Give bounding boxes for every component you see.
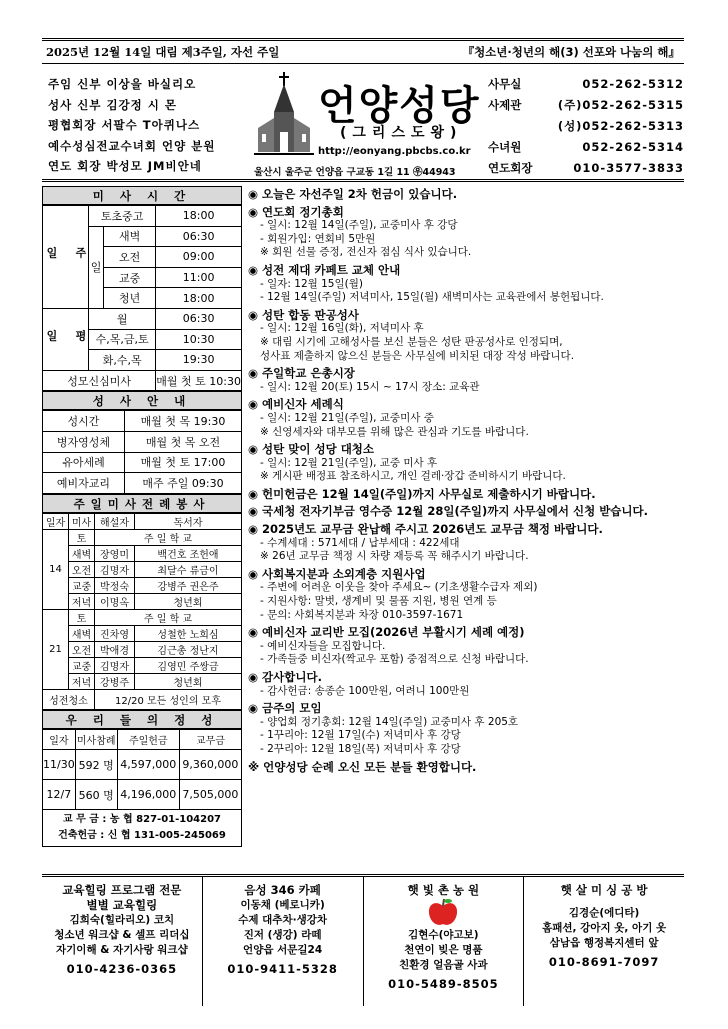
contact-phone: (주)052-262-5315 bbox=[557, 98, 684, 112]
notice-line: - 회원가입: 연회비 5만원 bbox=[260, 232, 376, 245]
server-school: 주 일 학 교 bbox=[95, 609, 242, 625]
spacer bbox=[524, 898, 684, 906]
sacrament-name: 예비자교리 bbox=[43, 473, 125, 494]
sacrament-name: 유아세례 bbox=[43, 452, 125, 473]
col-header: 미사 bbox=[69, 513, 95, 529]
notice-line: - 가족들중 비신자(짝교우 포함) 중점적으로 신청 바랍니다. bbox=[260, 653, 529, 666]
server-comm: 박애경 bbox=[95, 641, 135, 657]
ad-line: 김경순(에디타) bbox=[568, 907, 640, 919]
ad-footer bbox=[42, 874, 684, 1006]
col-header: 일자 bbox=[43, 729, 76, 750]
sunday-char-2: 일 bbox=[45, 247, 58, 267]
contact-row bbox=[488, 137, 684, 158]
server-mass: 토 bbox=[69, 529, 95, 545]
notice-title: ◉ 성탄 합동 판공성사 bbox=[248, 307, 359, 322]
notice-line: ※ 대림 시기에 고해성사를 보신 분들은 성탄 판공성사로 인정되며, bbox=[260, 335, 563, 348]
left-column bbox=[42, 186, 242, 847]
servers-table bbox=[42, 513, 242, 710]
mass-time: 06:30 bbox=[156, 308, 242, 329]
notice-line: ※ 신영세자와 대부모를 위해 많은 관심과 기도를 바랍니다. bbox=[260, 425, 529, 438]
ad-line: 별별 교육힐링 bbox=[86, 898, 158, 912]
ad-line: 진저 (생강) 라떼 bbox=[243, 929, 322, 941]
notice-item bbox=[248, 443, 684, 484]
ad-line: 청소년 워크샵 & 셀프 리더십 bbox=[54, 929, 190, 941]
notice-line: ※ 게시판 배정표 참조하시고, 개인 걸레·장갑 준비하시기 바랍니다. bbox=[260, 470, 566, 483]
ad-line: 언양읍 서문길24 bbox=[243, 944, 323, 956]
notice-item bbox=[248, 398, 684, 439]
ad-sewing bbox=[524, 877, 684, 1006]
notice-title: ◉ 금주의 모임 bbox=[248, 701, 322, 716]
server-readers: 성철한 노희심 bbox=[135, 625, 242, 641]
server-mass: 토 bbox=[69, 609, 95, 625]
mass-day: 청년 bbox=[104, 288, 156, 309]
contact-row bbox=[488, 158, 684, 179]
notice-line: - 양업회 정기총회: 12월 14일(주일) 교중미사 후 205호 bbox=[260, 715, 519, 728]
sacrament-title: 성 사 안 내 bbox=[42, 391, 242, 410]
mass-time: 18:00 bbox=[156, 288, 242, 309]
apple-icon bbox=[426, 898, 460, 928]
contact-label bbox=[488, 116, 542, 137]
mass-day: 화,수,목 bbox=[89, 350, 156, 371]
mass-time: 06:30 bbox=[156, 226, 242, 247]
offering-title: 우 리 들 의 정 성 bbox=[42, 710, 242, 729]
notice-title: ◉ 예비신자 교리반 모집(2026년 부활시기 세례 예정) bbox=[248, 625, 525, 640]
bank-accounts bbox=[42, 810, 242, 847]
servers-title: 주일미사전례봉사 bbox=[42, 494, 242, 513]
mass-time: 10:30 bbox=[156, 329, 242, 350]
server-comm: 김명자 bbox=[95, 657, 135, 673]
col-header: 일자 bbox=[43, 513, 69, 529]
server-comm: 진차영 bbox=[95, 625, 135, 641]
ad-line: 김현수(야고보) bbox=[408, 929, 479, 941]
sacrament-time: 매월 첫 목 오전 bbox=[125, 431, 242, 452]
col-header: 해설자 bbox=[95, 513, 135, 529]
sunday-char-1: 주 bbox=[74, 247, 87, 267]
server-date: 14 bbox=[43, 529, 69, 609]
bank-dues: 교 무 금 : 농 협 827-01-104207 bbox=[62, 814, 222, 826]
ad-phone: 010-4236-0365 bbox=[66, 962, 178, 976]
mass-time: 11:00 bbox=[156, 267, 242, 288]
ad-line: 햇 빛 촌 농 원 bbox=[407, 883, 480, 897]
ad-phone: 010-5489-8505 bbox=[388, 977, 499, 991]
mass-time: 09:00 bbox=[156, 247, 242, 268]
contact-row bbox=[488, 116, 684, 137]
col-header: 주일헌금 bbox=[117, 729, 179, 750]
contact-label: 연도회장 bbox=[488, 161, 533, 175]
notice-item bbox=[248, 264, 684, 305]
sunday-label bbox=[43, 206, 89, 309]
notice-line: - 12월 14일(주일) 저녁미사, 15일(월) 새벽미사는 교육관에서 봉헌됩니다. bbox=[260, 291, 604, 304]
weekday-char-1: 평 bbox=[74, 329, 87, 349]
bulletin-page bbox=[42, 38, 684, 1006]
ad-phone: 010-9411-5328 bbox=[227, 962, 338, 976]
notice-title: ◉ 헌미헌금은 12월 14일(주일)까지 사무실로 제출하시기 바랍니다. bbox=[248, 486, 596, 501]
mass-times-title: 미 사 시 간 bbox=[42, 186, 242, 205]
date-liturgy: 2025년 12월 14일 대림 제3주일, 자선 주일 bbox=[46, 45, 280, 59]
staff-assistant: 성사 신부 김강정 시 몬 bbox=[48, 97, 177, 112]
notice-line: ※ 회원 선물 증정, 전신자 점심 식사 있습니다. bbox=[260, 246, 472, 259]
staff-yeondo: 연도 회장 박성모 JM비안네 bbox=[48, 159, 202, 173]
church-logo bbox=[254, 72, 514, 180]
server-school: 주 일 학 교 bbox=[95, 529, 242, 545]
notice-line: - 일시: 12월 14일(주일), 교중미사 후 강당 bbox=[260, 219, 458, 232]
contact-label: 사제관 bbox=[488, 98, 522, 112]
mass-day: 오전 bbox=[104, 247, 156, 268]
notice-title: ◉ 성탄 맞이 성당 대청소 bbox=[248, 442, 375, 457]
notice-line: - 일시: 12월 21일(주일), 교중 미사 후 bbox=[260, 456, 438, 469]
server-mass: 교중 bbox=[69, 657, 95, 673]
notice-title: ※ 언양성당 순례 오신 모든 분들 환영합니다. bbox=[248, 759, 477, 774]
notice-item bbox=[248, 671, 684, 698]
col-header: 독서자 bbox=[135, 513, 242, 529]
server-readers: 청년회 bbox=[135, 673, 242, 689]
contact-row bbox=[488, 74, 684, 95]
notice-title: ◉ 주일학교 은총시장 bbox=[248, 366, 355, 381]
sacrament-name: 성시간 bbox=[43, 411, 125, 432]
ad-line: 천연이 빚은 명품 bbox=[404, 944, 483, 956]
mass-times-table bbox=[42, 205, 242, 391]
server-mass: 새벽 bbox=[69, 545, 95, 561]
server-mass: 오전 bbox=[69, 641, 95, 657]
contact-label: 사무실 bbox=[488, 77, 522, 91]
notice-line: - 2꾸리아: 12월 18일(목) 저녁미사 후 강당 bbox=[260, 742, 461, 755]
notice-item bbox=[248, 626, 684, 667]
offering-attend: 560 명 bbox=[75, 780, 117, 810]
contact-phone: 010-3577-3833 bbox=[573, 161, 684, 175]
notice-line: - 일시: 12월 21일(주일), 교중미사 중 bbox=[260, 411, 434, 424]
offering-attend: 592 명 bbox=[75, 750, 117, 780]
ad-farm bbox=[364, 877, 525, 1006]
server-readers: 강병주 권은주 bbox=[135, 577, 242, 593]
staff-list bbox=[48, 74, 248, 177]
notice-item bbox=[248, 309, 684, 363]
ad-line: 김희숙(힐라리오) 코치 bbox=[69, 914, 175, 926]
mass-day: 성모신심미사 bbox=[43, 370, 156, 391]
mass-time: 매월 첫 토 10:30 bbox=[156, 370, 242, 391]
offering-date: 12/7 bbox=[43, 780, 76, 810]
notices-column bbox=[248, 188, 684, 778]
notice-item bbox=[248, 206, 684, 260]
server-mass: 교중 bbox=[69, 577, 95, 593]
server-comm: 박정숙 bbox=[95, 577, 135, 593]
notice-title: ◉ 사회복지분과 소외계층 지원사업 bbox=[248, 566, 426, 581]
notice-title: ◉ 성전 제대 카페트 교체 안내 bbox=[248, 262, 401, 277]
offering-sunday: 4,597,000 bbox=[117, 750, 179, 780]
server-mass: 저녁 bbox=[69, 593, 95, 609]
notice-line: - 문의: 사회복지분과 차장 010-3597-1671 bbox=[260, 608, 464, 621]
server-readers: 최달수 류금이 bbox=[135, 561, 242, 577]
staff-sisters: 예수성심전교수녀회 언양 분원 bbox=[48, 138, 216, 153]
server-mass: 오전 bbox=[69, 561, 95, 577]
staff-council: 평협회장 서팔수 T아퀴나스 bbox=[48, 118, 201, 132]
year-theme: 『청소년·청년의 해(3) 선포와 나눔의 해』 bbox=[462, 45, 680, 59]
notice-item bbox=[248, 568, 684, 622]
mass-day: 교중 bbox=[104, 267, 156, 288]
contact-phone: 052-262-5312 bbox=[582, 77, 684, 91]
notice-title: ◉ 감사합니다. bbox=[248, 670, 322, 684]
ad-line: 삼남읍 행정복지센터 앞 bbox=[549, 937, 659, 949]
weekday-label bbox=[43, 308, 89, 370]
mass-day: 월 bbox=[89, 308, 156, 329]
offering-dues: 7,505,000 bbox=[179, 780, 241, 810]
contact-label: 수녀원 bbox=[488, 140, 522, 154]
top-bar bbox=[42, 38, 684, 64]
server-date: 21 bbox=[43, 609, 69, 689]
server-comm: 강병주 bbox=[95, 673, 135, 689]
notice-line: - 일시: 12월 20(토) 15시 ~ 17시 장소: 교육관 bbox=[260, 380, 480, 393]
sacrament-table bbox=[42, 410, 242, 493]
bank-building: 건축헌금 : 신 협 131-005-245069 bbox=[58, 830, 226, 842]
header bbox=[42, 66, 684, 182]
notice-title: ◉ 2025년도 교무금 완납해 주시고 2026년도 교무금 책정 바랍니다. bbox=[248, 522, 603, 537]
sacrament-time: 매월 첫 토 17:00 bbox=[125, 452, 242, 473]
mass-time: 18:00 bbox=[156, 206, 242, 227]
notice-line: - 일시: 12월 16일(화), 저녁미사 후 bbox=[260, 322, 424, 335]
contact-list bbox=[488, 74, 684, 179]
church-address: 울산시 울주군 언양읍 구교동 1길 11 ㉾44943 bbox=[254, 167, 456, 178]
offering-table bbox=[42, 729, 242, 811]
notice-line: - 일자: 12월 15일(월) bbox=[260, 277, 363, 290]
ad-cafe bbox=[203, 877, 364, 1006]
notice-line: - 주변에 어려운 이웃을 찾아 주세요~ (기초생활수급자 제외) bbox=[260, 581, 538, 594]
server-comm: 장영미 bbox=[95, 545, 135, 561]
notice-item bbox=[248, 488, 684, 502]
ad-phone: 010-8691-7097 bbox=[548, 955, 660, 969]
ad-line: 홈패션, 강아지 옷, 아기 옷 bbox=[542, 922, 667, 934]
notice-item bbox=[248, 188, 684, 202]
sacrament-time: 매월 첫 목 19:30 bbox=[125, 411, 242, 432]
server-mass: 저녁 bbox=[69, 673, 95, 689]
notice-line: - 지원사항: 말벗, 생계비 및 물품 지원, 병원 연계 등 bbox=[260, 595, 497, 608]
offering-sunday: 4,196,000 bbox=[117, 780, 179, 810]
server-comm: 김명자 bbox=[95, 561, 135, 577]
mass-day: 토초중고 bbox=[89, 206, 156, 227]
ad-line: 수제 대추차·생강차 bbox=[238, 914, 328, 926]
server-readers: 김영민 주쌍금 bbox=[135, 657, 242, 673]
ad-line: 햇 살 미 싱 공 방 bbox=[560, 883, 648, 897]
notice-line: - 예비신자들을 모집합니다. bbox=[260, 639, 386, 652]
ad-line: 이동채 (베로니카) bbox=[240, 899, 325, 911]
church-url[interactable]: http://eonyang.pbcbs.co.kr bbox=[318, 146, 471, 157]
notice-title: ◉ 오늘은 자선주일 2차 헌금이 있습니다. bbox=[248, 187, 458, 201]
notice-item bbox=[248, 505, 684, 519]
mass-day: 수,목,금,토 bbox=[89, 329, 156, 350]
col-header: 미사참례 bbox=[75, 729, 117, 750]
cleaning-label: 성전청소 bbox=[43, 689, 95, 709]
notice-line: - 수계세대 : 571세대 / 납부세대 : 422세대 bbox=[260, 536, 460, 549]
staff-pastor: 주임 신부 이상을 바실리오 bbox=[48, 77, 197, 91]
offering-dues: 9,360,000 bbox=[179, 750, 241, 780]
offering-date: 11/30 bbox=[43, 750, 76, 780]
notice-line: - 감사헌금: 송종순 100만원, 여려니 100만원 bbox=[260, 684, 470, 697]
notice-title: ◉ 연도회 정기총회 bbox=[248, 204, 344, 219]
notice-item bbox=[248, 702, 684, 756]
server-readers: 김근총 정난지 bbox=[135, 641, 242, 657]
ad-line: 친환경 얼음골 사과 bbox=[399, 959, 488, 971]
notice-line: - 1꾸리아: 12월 17일(수) 저녁미사 후 강당 bbox=[260, 729, 461, 742]
server-comm: 이명옥 bbox=[95, 593, 135, 609]
server-readers: 백건호 조헌애 bbox=[135, 545, 242, 561]
server-mass: 새벽 bbox=[69, 625, 95, 641]
weekday-char-2: 일 bbox=[45, 329, 58, 349]
church-building-icon bbox=[254, 72, 314, 162]
mass-time: 19:30 bbox=[156, 350, 242, 371]
ad-line: 자기이해 & 자기사랑 워크샵 bbox=[56, 944, 188, 956]
notice-line: ※ 26년 교무금 책정 시 차량 재등록 꼭 해주시기 바랍니다. bbox=[260, 550, 529, 563]
contact-row bbox=[488, 95, 684, 116]
cleaning-value: 12/20 모든 성인의 모후 bbox=[95, 689, 242, 709]
sacrament-time: 매주 주일 09:30 bbox=[125, 473, 242, 494]
ad-healing bbox=[42, 877, 203, 1006]
notice-item bbox=[248, 761, 684, 775]
church-patron: (그리스도왕) bbox=[340, 125, 463, 141]
il-label: 일 bbox=[89, 226, 104, 308]
notice-item bbox=[248, 523, 684, 564]
church-name: 언양성당 bbox=[318, 83, 481, 129]
ad-line: 음성 346 카페 bbox=[244, 883, 321, 897]
sacrament-name: 병자영성체 bbox=[43, 431, 125, 452]
ad-line: 교육힐링 프로그램 전문 bbox=[62, 883, 182, 897]
notice-title: ◉ 국세청 전자기부금 영수증 12월 28일(주일)까지 사무실에서 신청 받습니다. bbox=[248, 504, 648, 519]
col-header: 교무금 bbox=[179, 729, 241, 750]
notice-item bbox=[248, 367, 684, 394]
contact-phone: 052-262-5314 bbox=[582, 140, 684, 154]
notice-line: 성사표 제출하지 않으신 분들은 사무실에 비치된 대장 작성 바랍니다. bbox=[260, 349, 575, 362]
server-readers: 청년회 bbox=[135, 593, 242, 609]
contact-phone: (성)052-262-5313 bbox=[557, 119, 684, 133]
mass-day: 새벽 bbox=[104, 226, 156, 247]
notice-title: ◉ 예비신자 세례식 bbox=[248, 397, 344, 412]
